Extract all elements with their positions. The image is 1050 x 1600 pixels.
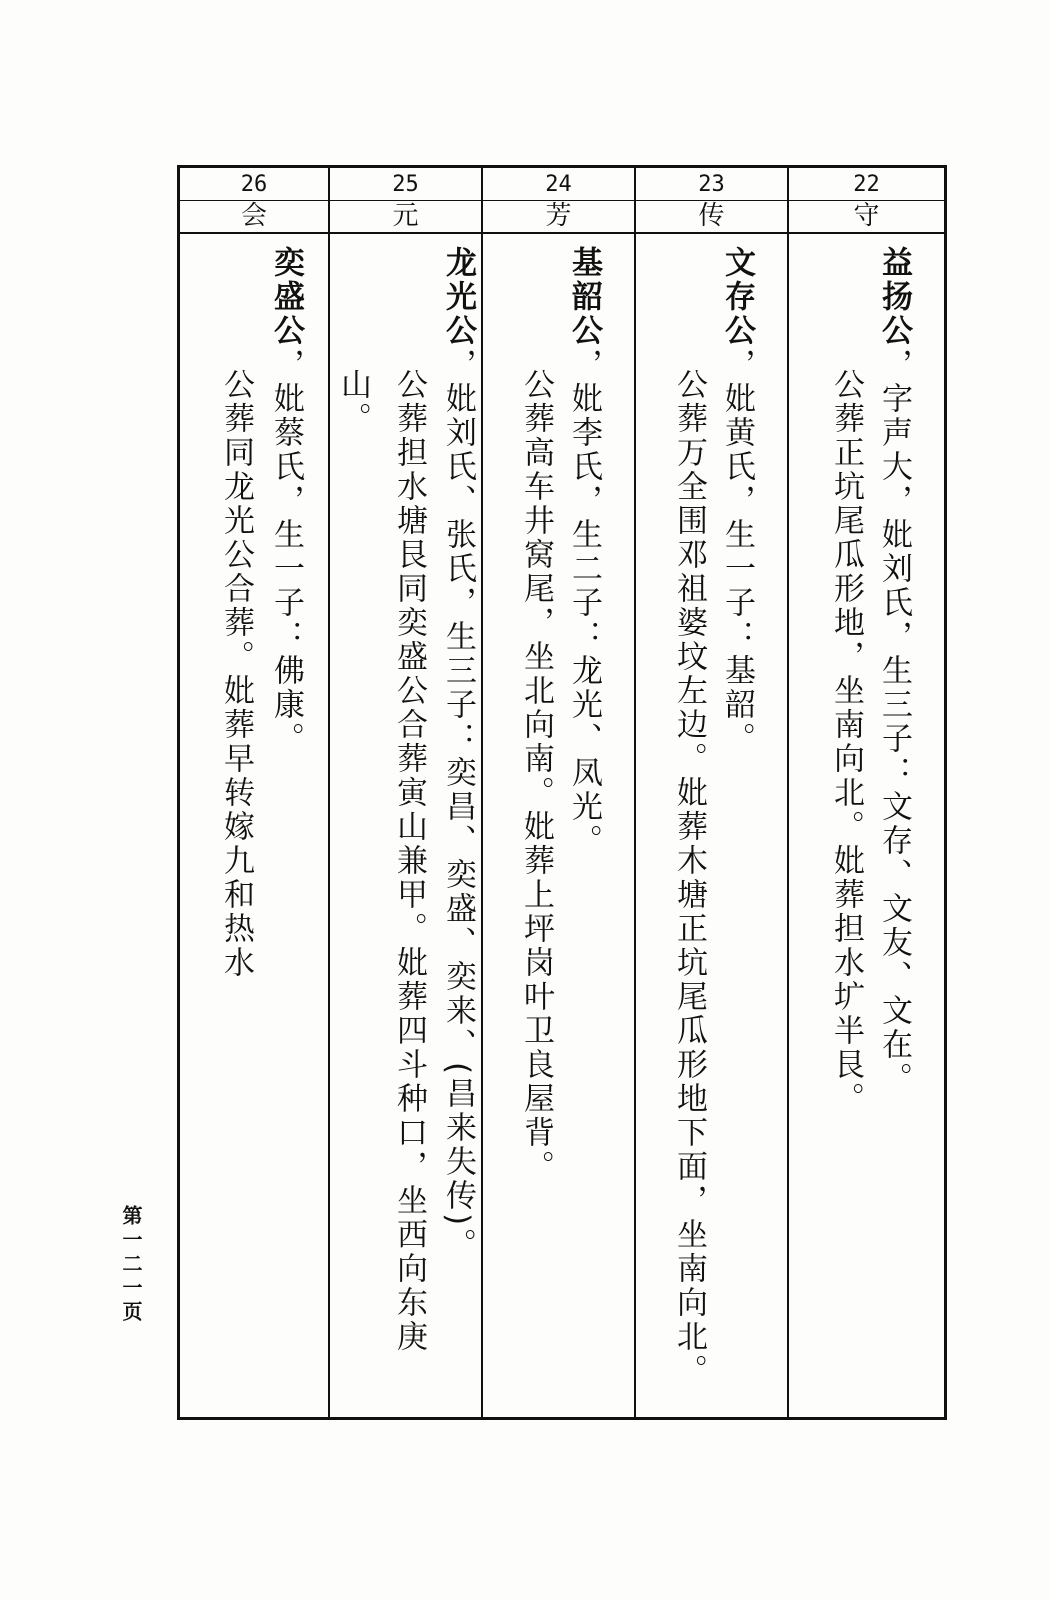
ancestor-entry bbox=[789, 246, 944, 1397]
generation-column-26 bbox=[180, 168, 330, 1417]
ancestor-name: 奕盛公 bbox=[268, 246, 304, 348]
generation-number: 25 bbox=[330, 168, 481, 201]
entry-text: ，妣蔡氏，生一子：佛康。 bbox=[268, 348, 304, 756]
generation-character: 传 bbox=[636, 201, 787, 234]
generation-character: 守 bbox=[789, 201, 944, 234]
generation-column-24 bbox=[483, 168, 636, 1417]
page-number: 第一二一页 bbox=[119, 1205, 143, 1325]
genealogy-table bbox=[177, 165, 947, 1420]
generation-character: 芳 bbox=[483, 201, 634, 234]
generation-number: 26 bbox=[180, 168, 328, 201]
ancestor-entry bbox=[330, 246, 481, 1397]
entry-line-2: 公葬同龙光公合葬。妣葬早转嫁九和热水 bbox=[218, 368, 254, 980]
entry-text: ，字声大，妣刘氏，生三子：文存、文友、文在。 bbox=[876, 348, 912, 1096]
generation-number: 22 bbox=[789, 168, 944, 201]
entry-text: ，妣李氏，生二子：龙光、凤光。 bbox=[566, 348, 602, 858]
generation-column-23 bbox=[636, 168, 789, 1417]
entry-text: ，妣黄氏，生一子：基韶。 bbox=[719, 348, 755, 756]
ancestor-entry bbox=[180, 246, 328, 1397]
entry-line-2: 公葬万全围邓祖婆坟左边。妣葬木塘正坑尾瓜形地下面，坐南向北。 bbox=[671, 368, 707, 1388]
entry-line-2: 公葬高车井窝尾，坐北向南。妣葬上坪岗叶卫良屋背。 bbox=[518, 368, 554, 1184]
entry-line-1 bbox=[717, 246, 757, 756]
ancestor-name: 基韶公 bbox=[566, 246, 602, 348]
entry-line-2: 公葬正坑尾瓜形地，坐南向北。妣葬担水圹半艮。 bbox=[828, 368, 864, 1116]
entry-line-3: 山。 bbox=[335, 368, 371, 436]
entry-text: ，妣刘氏、张氏，生三子：奕昌、奕盛、奕来、(昌来失传)。 bbox=[440, 348, 476, 1263]
entry-line-1 bbox=[874, 246, 914, 1096]
generation-column-22 bbox=[789, 168, 944, 1417]
ancestor-name: 龙光公 bbox=[440, 246, 476, 348]
generation-character: 会 bbox=[180, 201, 328, 234]
generation-character: 元 bbox=[330, 201, 481, 234]
entry-line-1 bbox=[564, 246, 604, 858]
entry-line-1 bbox=[438, 246, 478, 1262]
entry-line-1 bbox=[266, 246, 306, 756]
generation-number: 24 bbox=[483, 168, 634, 201]
ancestor-entry bbox=[636, 246, 787, 1397]
entry-line-2: 公葬担水塘艮同奕盛公合葬寅山兼甲。妣葬四斗种口，坐西向东庚 bbox=[391, 368, 427, 1354]
generation-column-25 bbox=[330, 168, 483, 1417]
ancestor-name: 益扬公 bbox=[876, 246, 912, 348]
generation-number: 23 bbox=[636, 168, 787, 201]
ancestor-name: 文存公 bbox=[719, 246, 755, 348]
ancestor-entry bbox=[483, 246, 634, 1397]
